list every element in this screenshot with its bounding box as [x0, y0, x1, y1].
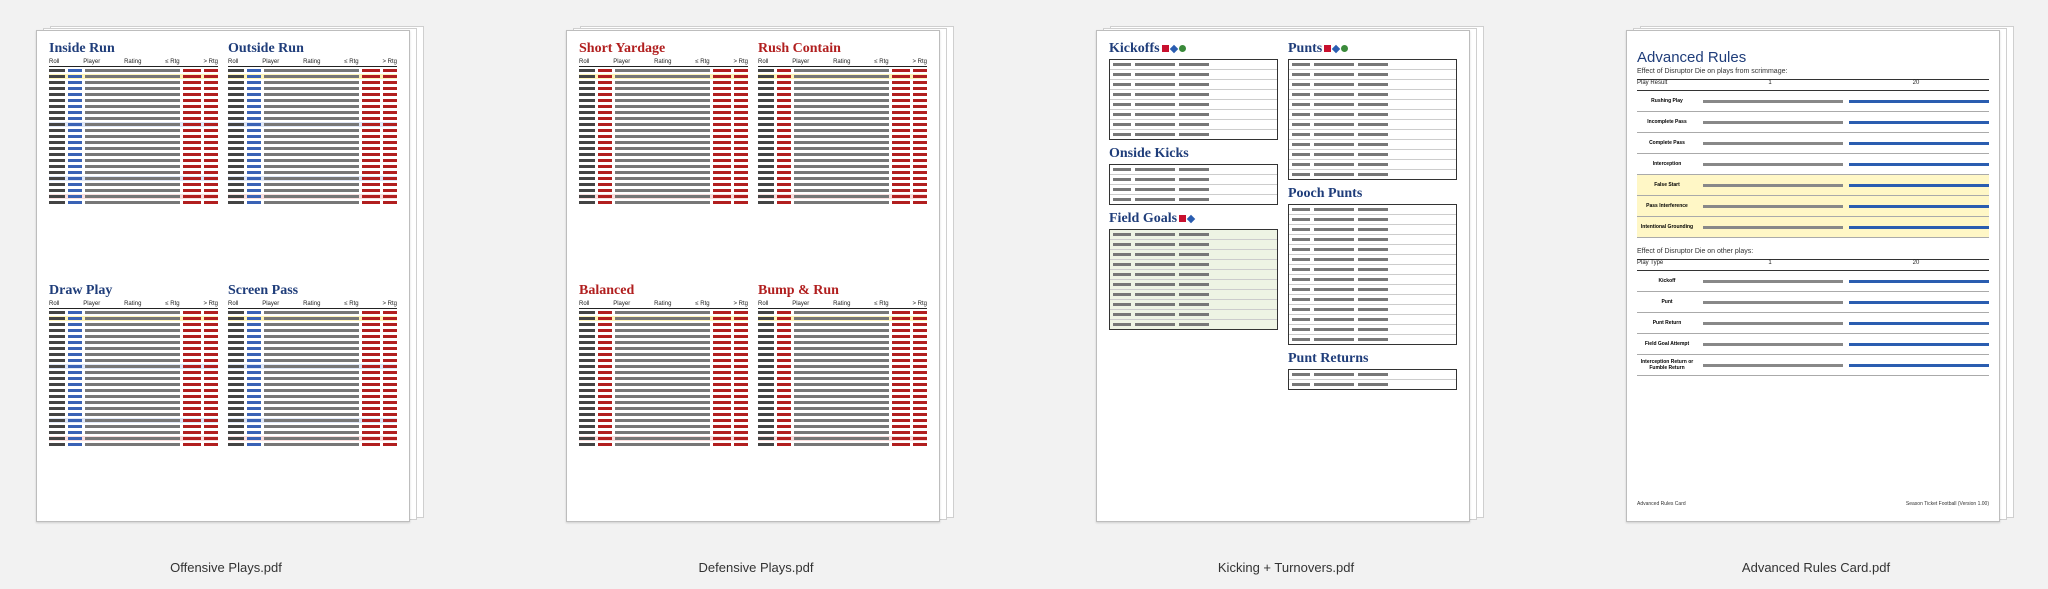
table-row [1110, 110, 1277, 120]
pdf-thumbnail[interactable] [36, 30, 410, 522]
section-title: Short Yardage [579, 41, 666, 56]
table-row [758, 188, 927, 193]
table-row [49, 340, 218, 345]
table-row: Punt [1637, 292, 1989, 313]
table-row [228, 74, 397, 79]
table-row [1289, 235, 1456, 245]
table-row [1110, 70, 1277, 80]
table-row [228, 334, 397, 339]
table-row [1289, 170, 1456, 179]
section-bump-and-run: Bump & Run Roll Player Rating ≤ Rtg > Rtg [758, 283, 927, 511]
table-row [758, 310, 927, 315]
table-row [758, 146, 927, 151]
table-row [228, 406, 397, 411]
table-row [49, 370, 218, 375]
file-tile-offensive-plays[interactable] [36, 30, 416, 575]
table-row [228, 436, 397, 441]
table-row [758, 316, 927, 321]
table-row: Intentional Grounding [1637, 217, 1989, 238]
table-row [49, 412, 218, 417]
section-title: Outside Run [228, 41, 304, 56]
table-row [579, 376, 748, 381]
table-row [579, 394, 748, 399]
section-title: Kickoffs [1109, 41, 1278, 57]
table-row [758, 364, 927, 369]
table-row [49, 194, 218, 199]
table-row [49, 158, 218, 163]
section-title: Onside Kicks [1109, 146, 1189, 161]
table-row [758, 74, 927, 79]
table-row [49, 442, 218, 447]
table-row [1289, 245, 1456, 255]
table-row [1289, 205, 1456, 215]
table-row [228, 146, 397, 151]
file-tile-kicking-turnovers[interactable] [1096, 30, 1476, 575]
table-row [1110, 240, 1277, 250]
table-row [579, 340, 748, 345]
table-row [758, 370, 927, 375]
table-row [228, 328, 397, 333]
table-row [228, 322, 397, 327]
table-row: Interception Return or Fumble Return [1637, 355, 1989, 376]
table-row [1289, 380, 1456, 389]
file-tile-advanced-rules[interactable] [1626, 30, 2006, 575]
table-row [1289, 265, 1456, 275]
table-row [1289, 90, 1456, 100]
table-row [579, 406, 748, 411]
table-row [49, 110, 218, 115]
table-row [1110, 280, 1277, 290]
table-row [49, 128, 218, 133]
table-row [579, 430, 748, 435]
kicking-left-column [1109, 41, 1278, 511]
table-row [1110, 185, 1277, 195]
table-row [49, 316, 218, 321]
file-name-label[interactable]: Defensive Plays.pdf [698, 560, 814, 575]
pdf-thumbnail[interactable] [1626, 30, 2000, 522]
table-row [1110, 300, 1277, 310]
table-row [49, 152, 218, 157]
table-row [758, 430, 927, 435]
table-row [49, 146, 218, 151]
table-row [758, 152, 927, 157]
table-row [49, 430, 218, 435]
table-row [49, 424, 218, 429]
table-row [228, 122, 397, 127]
pdf-thumbnail[interactable] [566, 30, 940, 522]
table-row [1289, 305, 1456, 315]
table-row [579, 152, 748, 157]
table-row [228, 182, 397, 187]
table-row [1110, 100, 1277, 110]
table-row [49, 200, 218, 205]
table-row [1110, 175, 1277, 185]
section-title: Rush Contain [758, 41, 841, 56]
table-row [579, 442, 748, 447]
table-row [228, 86, 397, 91]
table-row [579, 418, 748, 423]
table-row [49, 382, 218, 387]
table-row [228, 92, 397, 97]
table-row [579, 194, 748, 199]
table-row: Pass Interference [1637, 196, 1989, 217]
table-row: Kickoff [1637, 271, 1989, 292]
pdf-thumbnail[interactable] [1096, 30, 1470, 522]
section-title: Screen Pass [228, 283, 299, 298]
table-row [758, 116, 927, 121]
table-row [1110, 290, 1277, 300]
table-row [758, 322, 927, 327]
section-title: Inside Run [49, 41, 115, 56]
table-row [758, 400, 927, 405]
table-row [228, 388, 397, 393]
table-row: Complete Pass [1637, 133, 1989, 154]
table-row: False Start [1637, 175, 1989, 196]
table-row [579, 104, 748, 109]
table-row [228, 424, 397, 429]
table-row [228, 152, 397, 157]
table-row [228, 442, 397, 447]
scrimmage-table: Play Result 1 20 Rushing Play Incomplete Pass Complete Pass Interception False Start Pass Interference Intentional Grounding [1637, 79, 1989, 238]
section-balanced: Balanced Roll Player Rating ≤ Rtg > Rtg [579, 283, 748, 511]
table-row: Field Goal Attempt [1637, 334, 1989, 355]
table-row [228, 68, 397, 73]
table-row [49, 310, 218, 315]
table-row [228, 194, 397, 199]
table-row [579, 200, 748, 205]
table-row [758, 140, 927, 145]
table-row [228, 140, 397, 145]
section-title: Draw Play [49, 283, 113, 298]
table-row [1110, 165, 1277, 175]
table-row [49, 352, 218, 357]
table-row [758, 176, 927, 181]
table-row [579, 128, 748, 133]
table-row [758, 352, 927, 357]
table-row [1110, 60, 1277, 70]
table-row [49, 394, 218, 399]
table-row [758, 68, 927, 73]
table-row [49, 122, 218, 127]
table-row [49, 334, 218, 339]
table-row [228, 170, 397, 175]
table-row [228, 376, 397, 381]
table-row [758, 358, 927, 363]
table-row [579, 80, 748, 85]
table-row [1110, 130, 1277, 139]
table-row [758, 194, 927, 199]
table-row [228, 370, 397, 375]
table-row [758, 442, 927, 447]
table-row [1289, 285, 1456, 295]
table-row [758, 110, 927, 115]
table-row [1289, 80, 1456, 90]
table-row [1289, 110, 1456, 120]
table-row [228, 188, 397, 193]
table-row [1289, 215, 1456, 225]
table-row [49, 98, 218, 103]
table-row [228, 80, 397, 85]
table-row [49, 80, 218, 85]
table-row [579, 74, 748, 79]
table-row [579, 176, 748, 181]
table-row [579, 346, 748, 351]
table-row [579, 68, 748, 73]
table-row [228, 352, 397, 357]
table-row [758, 388, 927, 393]
table-row [758, 382, 927, 387]
table-row [758, 182, 927, 187]
table-row: Incomplete Pass [1637, 112, 1989, 133]
table-row [579, 182, 748, 187]
table-row [579, 352, 748, 357]
table-row [1289, 295, 1456, 305]
section-short-yardage: Short Yardage Roll Player Rating ≤ Rtg > Rtg [579, 41, 748, 269]
table-row [49, 170, 218, 175]
table-row [228, 176, 397, 181]
table-row [49, 188, 218, 193]
table-row [579, 382, 748, 387]
table-row [228, 412, 397, 417]
table-row [49, 74, 218, 79]
kicking-right-column [1288, 41, 1457, 511]
table-row [758, 170, 927, 175]
table-row [228, 418, 397, 423]
table-row [758, 80, 927, 85]
table-row [228, 346, 397, 351]
table-row [49, 92, 218, 97]
table-row [228, 382, 397, 387]
table-row [758, 122, 927, 127]
subtitle: Effect of Disruptor Die on plays from scrimmage: [1637, 68, 1788, 75]
table-row [579, 164, 748, 169]
table-row [1110, 320, 1277, 329]
table-row [579, 436, 748, 441]
page-title: Advanced Rules [1637, 49, 1747, 66]
table-row [228, 394, 397, 399]
table-row [579, 328, 748, 333]
table-row [758, 424, 927, 429]
table-row [49, 164, 218, 169]
table-row [1289, 150, 1456, 160]
table-row [579, 424, 748, 429]
table-row [1110, 90, 1277, 100]
table-row [228, 134, 397, 139]
table-row [758, 134, 927, 139]
table-row [49, 182, 218, 187]
table-row [49, 104, 218, 109]
subtitle: Effect of Disruptor Die on other plays: [1637, 248, 1754, 255]
table-row [228, 358, 397, 363]
table-row [1289, 325, 1456, 335]
file-name-label[interactable]: Advanced Rules Card.pdf [1741, 560, 1891, 575]
table-row [1289, 335, 1456, 344]
table-row [1110, 270, 1277, 280]
table-row [1289, 70, 1456, 80]
file-name-label[interactable]: Kicking + Turnovers.pdf [1217, 560, 1355, 575]
table-row [579, 358, 748, 363]
table-row [49, 436, 218, 441]
table-row [758, 164, 927, 169]
table-row [758, 376, 927, 381]
section-title: Bump & Run [758, 283, 839, 298]
table-row [49, 418, 218, 423]
table-row [228, 364, 397, 369]
table-row [228, 316, 397, 321]
table-row [228, 340, 397, 345]
table-row [758, 128, 927, 133]
table-row: Rushing Play [1637, 91, 1989, 112]
section-rush-contain: Rush Contain Roll Player Rating ≤ Rtg > Rtg [758, 41, 927, 269]
table-row [758, 412, 927, 417]
table-row [228, 110, 397, 115]
section-draw-play: Draw Play Roll Player Rating ≤ Rtg > Rtg [49, 283, 218, 511]
table-row [1289, 160, 1456, 170]
file-name-label[interactable]: Offensive Plays.pdf [170, 560, 282, 575]
table-row [758, 394, 927, 399]
table-row [579, 122, 748, 127]
table-row [49, 346, 218, 351]
table-row [1289, 120, 1456, 130]
table-row [1289, 255, 1456, 265]
table-row [228, 104, 397, 109]
table-row [579, 92, 748, 97]
table-row [579, 370, 748, 375]
table-row [49, 322, 218, 327]
table-row [579, 116, 748, 121]
table-row [228, 116, 397, 121]
table-row [758, 200, 927, 205]
table-row [758, 98, 927, 103]
table-row [49, 328, 218, 333]
table-row [1289, 140, 1456, 150]
table-row: Punt Return [1637, 313, 1989, 334]
table-row [228, 310, 397, 315]
table-row [228, 158, 397, 163]
section-title: Balanced [579, 283, 635, 298]
table-row [758, 418, 927, 423]
table-row [49, 388, 218, 393]
other-plays-table: Play Type 1 20 Kickoff Punt Punt Return Field Goal Attempt Interception Return or Fumble Return [1637, 259, 1989, 376]
table-row [228, 200, 397, 205]
table-row [579, 400, 748, 405]
table-row [1110, 195, 1277, 204]
table-row [49, 176, 218, 181]
section-screen-pass: Screen Pass Roll Player Rating ≤ Rtg > Rtg [228, 283, 397, 511]
table-row [758, 328, 927, 333]
table-row [1110, 250, 1277, 260]
section-title: Punt Returns [1288, 351, 1369, 366]
table-row [49, 400, 218, 405]
table-row [1289, 315, 1456, 325]
table-row [1110, 80, 1277, 90]
table-row [228, 400, 397, 405]
table-row [579, 334, 748, 339]
table-row [579, 158, 748, 163]
table-row [1289, 130, 1456, 140]
table-row [579, 388, 748, 393]
table-row [49, 116, 218, 121]
table-row [1289, 225, 1456, 235]
section-title: Pooch Punts [1288, 186, 1363, 201]
table-row [579, 316, 748, 321]
table-row [49, 140, 218, 145]
table-row: Interception [1637, 154, 1989, 175]
section-inside-run: Inside Run Roll Player Rating ≤ Rtg > Rtg [49, 41, 218, 269]
table-row [1289, 60, 1456, 70]
table-row [579, 134, 748, 139]
table-row [49, 86, 218, 91]
table-row [758, 86, 927, 91]
page-footer: Advanced Rules Card Season Ticket Football (Version 1.00) [1637, 501, 1989, 507]
table-row [579, 140, 748, 145]
table-row [579, 310, 748, 315]
table-row [1110, 310, 1277, 320]
table-row [758, 346, 927, 351]
table-row [49, 134, 218, 139]
table-row [228, 430, 397, 435]
table-row [579, 412, 748, 417]
table-row [1110, 230, 1277, 240]
table-row [758, 92, 927, 97]
table-row [228, 128, 397, 133]
table-row [758, 104, 927, 109]
table-row [758, 334, 927, 339]
table-row [579, 170, 748, 175]
table-row [579, 86, 748, 91]
table-row [1289, 275, 1456, 285]
table-row [579, 188, 748, 193]
table-row [1110, 120, 1277, 130]
table-row [228, 164, 397, 169]
section-title: Punts [1288, 41, 1457, 57]
section-title: Field Goals [1109, 211, 1278, 227]
table-row [1289, 370, 1456, 380]
file-tile-defensive-plays[interactable] [566, 30, 946, 575]
table-row [49, 68, 218, 73]
table-row [579, 98, 748, 103]
table-row [49, 364, 218, 369]
table-row [1289, 100, 1456, 110]
table-row [579, 364, 748, 369]
table-row [1110, 260, 1277, 270]
table-row [49, 358, 218, 363]
table-row [758, 158, 927, 163]
table-row [228, 98, 397, 103]
section-outside-run: Outside Run Roll Player Rating ≤ Rtg > Rtg [228, 41, 397, 269]
table-row [758, 406, 927, 411]
table-row [579, 110, 748, 115]
table-row [758, 340, 927, 345]
table-row [49, 406, 218, 411]
table-row [49, 376, 218, 381]
table-row [579, 322, 748, 327]
table-row [579, 146, 748, 151]
table-row [758, 436, 927, 441]
